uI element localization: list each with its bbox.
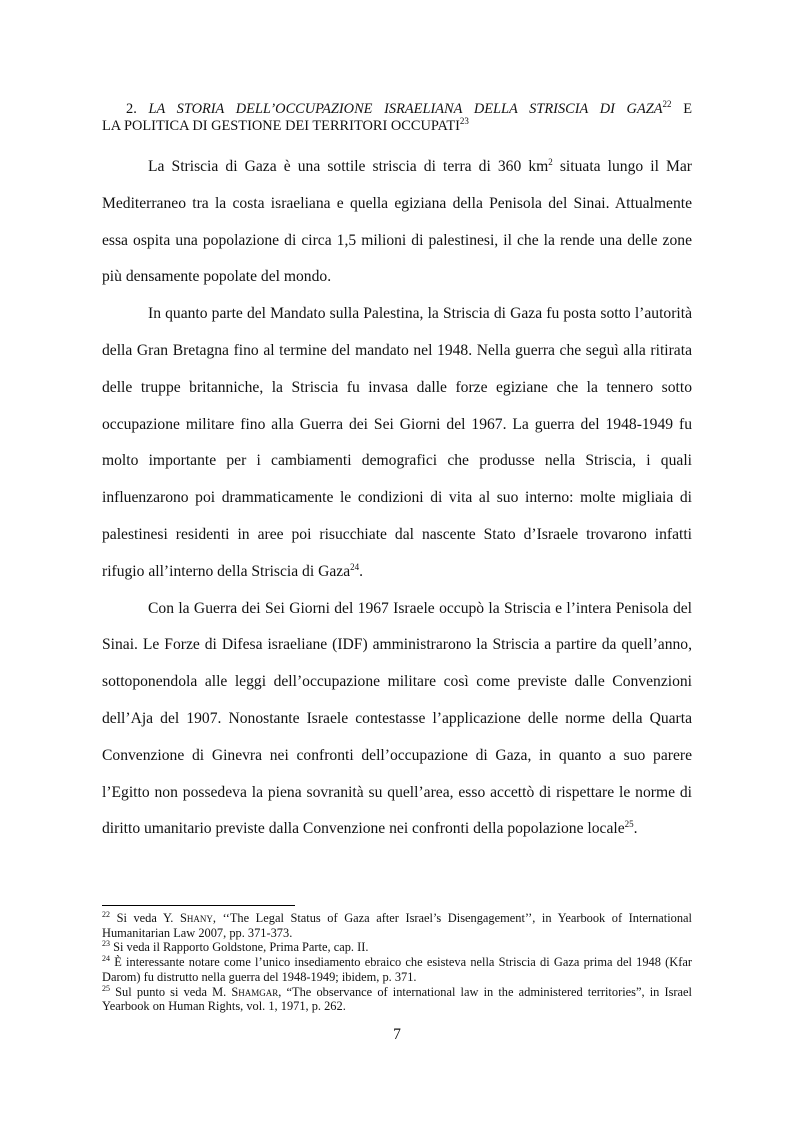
footnote-22: $^{22}$ Si veda Y. Shany, ‘‘The Legal Status of Gaza after Israel’s Disengagement’’, in Yearbook of International Humanitarian Law 2007, pp. 371-373. — [102, 910, 692, 940]
footnote-ref-24[interactable]: 24 — [350, 561, 360, 572]
paragraph-1: La Striscia di Gaza è una sottile striscia di terra di 360 $km^2$ situata lungo il Mar Mediterraneo tra la costa israeliana e quella egiziana della Penisola del Sinai. Attualmente essa ospita una popolazione di circa 1,5 milioni di palestinesi, il che la rende una delle zone più densamente popolate del mondo. — [102, 157, 692, 286]
paragraph-3: Con la Guerra dei Sei Giorni del 1967 Israele occupò la Striscia e l’intera Penisola del Sinai. Le Forze di Difesa israeliane (IDF) amministrarono la Striscia a partire da quell’anno, sottoponendola alle leggi dell’occupazione militare così come previste dalle Convenzioni dell’Aja del 1907. Nonostante Israele contestasse l’applicazione delle norme della Quarta Convenzione di Ginevra nei confronti dell’occupazione di Gaza, in quanto a suo parere l’Egitto non possedeva la piena sovranità su quell’area, esso accettò di rispettare le norme di diritto umanitario previste dalla Convenzione nei confronti della popolazione locale$^{25}$. — [102, 599, 692, 838]
heading-title: LA STORIA DELL’OCCUPAZIONE ISRAELIANA DELLA STRISCIA DI GAZA — [148, 101, 663, 117]
heading-conjunction: E — [683, 101, 692, 117]
section-heading — [102, 101, 692, 135]
heading-line-2: LA POLITICA DI GESTIONE DEI TERRITORI OCCUPATI$^{23}$ — [102, 116, 469, 134]
footnote-separator — [102, 905, 295, 906]
superscript-2: 2 — [548, 157, 553, 167]
body-text — [102, 149, 692, 848]
footnote-23: $^{23}$ Si veda il Rapporto Goldstone, Prima Parte, cap. II. — [102, 939, 369, 955]
footnote-24: $^{24}$ È interessante notare come l’unico insediamento ebraico che esisteva nella Striscia di Gaza prima del 1948 (Kfar Darom) fu distrutto nella guerra del 1948-1949; ibidem, p. 371. — [102, 954, 692, 984]
footnote-25: $^{25}$ Sul punto si veda M. Shamgar, “The observance of international law in the administered territories”, in Israel Yearbook on Human Rights, vol. 1, 1971, p. 262. — [102, 983, 692, 1014]
heading-number: 2. — [126, 101, 137, 117]
heading-line-1 — [102, 101, 692, 118]
footnote-ref-23[interactable]: 23 — [459, 116, 469, 126]
paragraph-2: In quanto parte del Mandato sulla Palestina, la Striscia di Gaza fu posta sotto l’autorità della Gran Bretagna fino al termine del mandato nel 1948. Nella guerra che seguì alla ritirata delle truppe britanniche, la Striscia fu invasa dalle forze egiziane che la tennero sotto occupazione militare fino alla Guerra dei Sei Giorni del 1967. La guerra del 1948-1949 fu molto importante per i cambiamenti demografici che produsse nella Striscia, i quali influenzarono poi drammaticamente le condizioni di vita al suo interno: molte migliaia di palestinesi residenti in aree poi risucchiate dal nascente Stato d’Israele trovarono infatti rifugio all’interno della Striscia di Gaza$^{24}$. — [102, 305, 692, 580]
page-number: 7 — [393, 1026, 401, 1043]
footnote-ref-25[interactable]: 25 — [624, 819, 634, 830]
footnote-ref-22[interactable]: 22 — [662, 99, 672, 109]
footnotes — [102, 911, 692, 1014]
